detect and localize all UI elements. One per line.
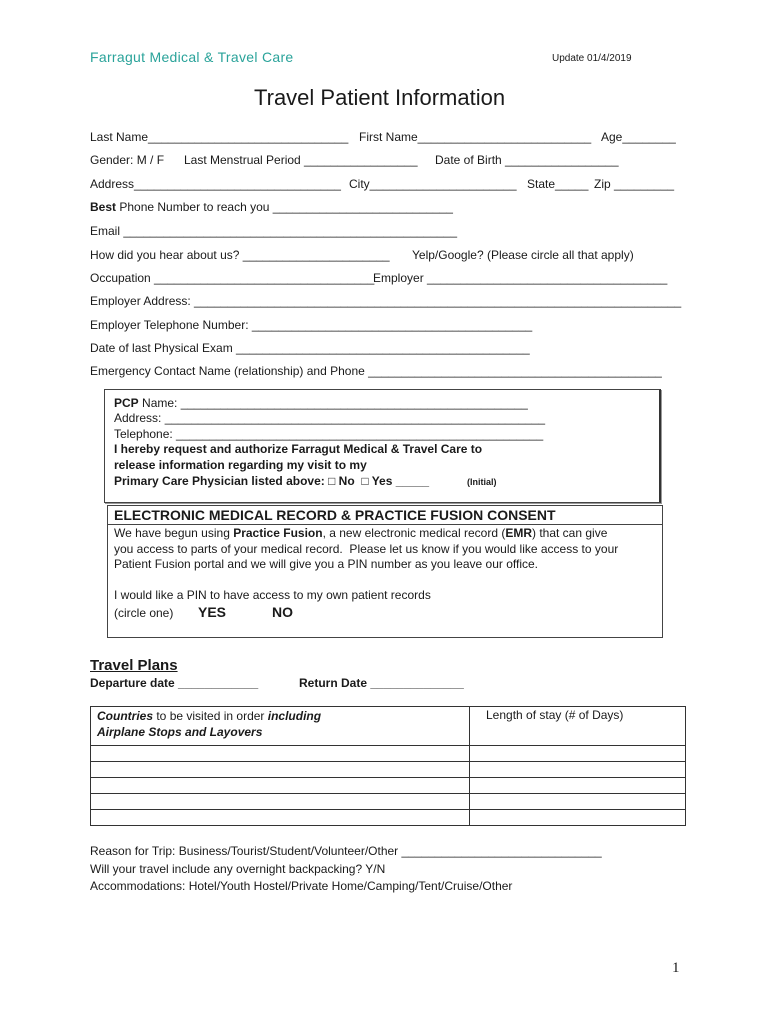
authorization-text-1: I hereby request and authorize Farragut Medical & Travel Care to [114,442,483,456]
emr-text-a: We have begun using [114,526,234,540]
countries-column-header [91,707,470,746]
first-name-field[interactable]: First Name__________________________ [359,130,592,144]
update-date: Update 01/4/2019 [552,53,632,64]
clinic-name: Farragut Medical & Travel Care [90,49,294,65]
length-cell[interactable] [470,794,686,810]
countries-label: Countries [97,709,154,723]
occupation-field[interactable]: Occupation _________________________________ [90,271,375,285]
gender-field[interactable]: Gender: M / F [90,153,165,167]
emr-consent-line-3: Patient Fusion portal and we will give you a PIN number as you leave our office. [114,557,539,571]
city-field[interactable]: City______________________ [349,177,517,191]
table-row [91,794,686,810]
zip-field[interactable]: Zip _________ [594,177,675,191]
employer-address-field[interactable]: Employer Address: _________________________________________________________________________ [90,294,682,308]
emergency-contact-field[interactable]: Emergency Contact Name (relationship) and Phone ____________________________________________ [90,364,662,378]
countries-label-mid: to be visited in order [153,709,268,723]
length-cell[interactable] [470,762,686,778]
itinerary-table-header [91,707,686,746]
pin-request-text: I would like a PIN to have access to my own patient records [114,588,431,602]
table-row [91,746,686,762]
release-consent-checkboxes[interactable]: Primary Care Physician listed above: □ No □ Yes _____ [114,474,430,488]
travel-plans-heading: Travel Plans [90,657,178,674]
country-cell[interactable] [91,762,470,778]
table-row [91,778,686,794]
pin-no-option[interactable]: NO [272,604,293,620]
country-cell[interactable] [91,778,470,794]
yelp-google-prompt[interactable]: Yelp/Google? (Please circle all that apply) [412,248,634,262]
state-field[interactable]: State_____ [527,177,589,191]
itinerary-table [90,706,686,826]
country-cell[interactable] [91,810,470,826]
initial-label: (Initial) [467,477,497,487]
best-label: Best [90,200,117,214]
pcp-label: PCP [114,396,139,410]
employer-phone-field[interactable]: Employer Telephone Number: __________________________________________ [90,318,533,332]
page-number: 1 [672,960,680,976]
emr-text-e: ) that can give [532,526,608,540]
lmp-field[interactable]: Last Menstrual Period _________________ [184,153,418,167]
age-field[interactable]: Age________ [601,130,676,144]
pcp-telephone-field[interactable]: Telephone: _______________________________________________________ [114,427,544,441]
referral-field[interactable]: How did you hear about us? ______________________ [90,248,390,262]
length-of-stay-column-header: Length of stay (# of Days) [470,707,686,746]
emr-text-c: , a new electronic medical record ( [322,526,506,540]
length-cell[interactable] [470,778,686,794]
return-date-field[interactable]: Return Date ______________ [299,676,464,690]
accommodations-question[interactable]: Accommodations: Hotel/Youth Hostel/Private Home/Camping/Tent/Cruise/Other [90,879,513,893]
country-cell[interactable] [91,746,470,762]
employer-field[interactable]: Employer ____________________________________ [373,271,668,285]
address-field[interactable]: Address_______________________________ [90,177,341,191]
best-phone-rest: Phone Number to reach you ___________________________ [116,200,453,214]
dob-field[interactable]: Date of Birth _________________ [435,153,619,167]
best-phone-field[interactable] [90,200,453,214]
backpacking-question[interactable]: Will your travel include any overnight backpacking? Y/N [90,862,386,876]
pcp-name-rest: Name: ____________________________________________________ [138,396,528,410]
last-physical-field[interactable]: Date of last Physical Exam ____________________________________________ [90,341,530,355]
departure-date-field[interactable]: Departure date ____________ [90,676,259,690]
page-title: Travel Patient Information [254,85,506,110]
table-row [91,762,686,778]
stops-layovers-label: Airplane Stops and Layovers [97,725,263,739]
pcp-name-field[interactable] [114,396,528,410]
trip-reason-field[interactable]: Reason for Trip: Business/Tourist/Student/Volunteer/Other ______________________________ [90,844,602,858]
length-cell[interactable] [470,810,686,826]
pcp-address-field[interactable]: Address: _________________________________________________________ [114,411,546,425]
email-field[interactable]: Email __________________________________________________ [90,224,458,238]
table-row [91,810,686,826]
last-name-field[interactable]: Last Name______________________________ [90,130,349,144]
pin-yes-option[interactable]: YES [198,604,227,620]
emr-consent-heading: ELECTRONIC MEDICAL RECORD & PRACTICE FUSION CONSENT [114,507,556,523]
authorization-text-2: release information regarding my visit to my [114,458,367,472]
country-cell[interactable] [91,794,470,810]
emr-consent-line-2: you access to parts of your medical record. Please let us know if you would like access to your [114,542,619,556]
emr-abbrev: EMR [505,526,532,540]
including-label: including [267,709,322,723]
practice-fusion-name: Practice Fusion [233,526,323,540]
circle-one-label: (circle one) [114,606,174,620]
emr-consent-line-1 [114,526,607,542]
length-cell[interactable] [470,746,686,762]
